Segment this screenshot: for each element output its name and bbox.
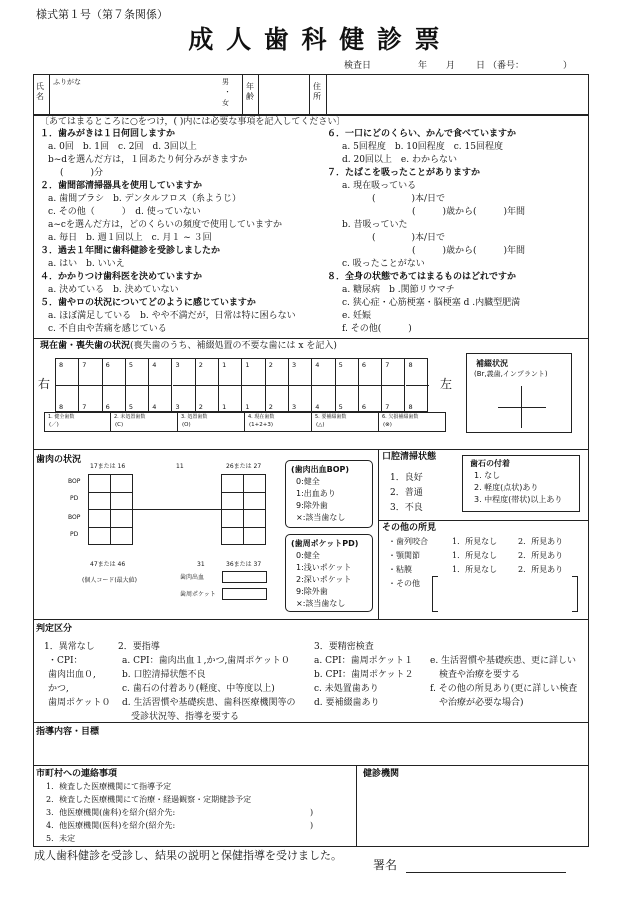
contact-item-4[interactable]: 4．他医療機関(医科)を紹介(紹介先: [46,821,176,830]
teeth-title: 現在歯・喪失歯の状況 [40,341,131,351]
upper-tooth-cell-12[interactable] [312,359,335,386]
tooth-number: 4 [152,402,157,411]
page-title: 成 人 歯 科 健 診 票 [188,25,442,54]
upper-tooth-cell-4[interactable] [126,359,149,386]
perio-cell-left-r1-c2[interactable] [110,474,133,493]
judge-c4-3: や治療が必要な場合) [430,698,524,708]
summary-cell-2[interactable] [111,412,178,432]
summary-label: 2. 未処置歯数 [114,414,146,420]
q8-line2[interactable]: c. 狭心症・心筋梗塞・脳梗塞 d .内臓型肥満 [342,298,521,308]
tooth-number: 8 [408,402,413,411]
judge-c3-1[interactable]: a. CPI：歯周ポケット１ [314,656,414,666]
pd-item-2: 2:深いポケット [296,575,352,584]
oral-item-good[interactable]: 1．良好 [390,473,423,483]
judge-c1-2: 歯肉出血０, [48,670,96,680]
pd-max-field[interactable] [222,588,267,600]
lower-tooth-cell-6[interactable] [173,386,196,413]
upper-tooth-cell-5[interactable] [149,359,172,386]
judge-c2-4[interactable]: d. 生活習慣や基礎疾患、歯科医療機関等の [122,698,296,708]
judge-c2-3[interactable]: c. 歯石の付着あり(軽度、中等度以上) [122,684,275,694]
summary-unit: (1+2+3) [249,422,274,428]
upper-tooth-cell-1[interactable] [56,359,79,386]
side-right: 右 [38,377,51,391]
occlusion-none[interactable]: 1．所見なし [452,537,498,546]
tooth-number: 8 [59,402,64,411]
tooth-number: 6 [361,402,367,411]
side-left: 左 [440,377,453,391]
judge-c2-5: 受診状況等、指導を要する [122,712,240,722]
pd-item-0: 0:健全 [296,551,320,560]
tooth-number: 8 [408,361,413,369]
q8-title: ８．全身の状態であてはまるものはどれですか [327,272,517,282]
perio-cell-right-r1-c2[interactable] [243,474,266,493]
pd-item-9: 9:除外歯 [296,587,328,596]
tmj-found[interactable]: 2．所見あり [518,551,564,560]
exam-day: 日 [476,61,486,71]
other-label-other: ・その他 [388,579,420,588]
instruction-text: 〔あてはまるところに○をつけ，( )内には必要な事項を記入してください〕 [40,117,346,127]
exam-month: 月 [446,61,456,71]
lower-tooth-cell-14[interactable] [359,386,382,413]
q4-options[interactable]: a. 決めている b. 決めていない [48,285,179,295]
calculus-item-3[interactable]: 3. 中程度(帯状)以上あり [474,495,563,504]
perio-cell-left-r3-c2[interactable] [110,509,133,528]
mucosa-found[interactable]: 2．所見あり [518,565,564,574]
perio-cell-left-r4-c1[interactable] [88,527,111,546]
summary-label: 6. 欠損補綴歯数 [382,414,419,420]
lower-tooth-cell-2[interactable] [79,386,102,413]
q1-title: １．歯みがきは１日何回しますか [40,129,176,139]
q7-line6[interactable]: ( )歳から( )年間 [412,246,526,256]
perio-bottom-label-3: 36または 37 [226,561,262,568]
q2-title: ２．歯間部清掃器具を使用していますか [40,181,203,191]
tooth-number: 4 [315,361,320,369]
pd-item-1: 1:浅いポケット [296,563,352,572]
judge-c3-0[interactable]: 3．要精密検査 [314,642,374,652]
other-label-tmj: ・顎関節 [388,551,420,560]
perio-cell-right-r3-c1[interactable] [221,509,244,528]
q7-line7[interactable]: c. 吸ったことがない [342,259,425,269]
pd-item-x: ×:該当歯なし [296,599,346,608]
furigana-label: ふりがな [53,78,81,86]
contact-title: 市町村への連絡事項 [36,769,118,779]
summary-label: 1. 健全歯数 [48,414,75,420]
judge-c2-2[interactable]: b. 口腔清掃状態不良 [122,670,206,680]
teeth-note: (喪失歯のうち、補綴処置の不要な歯には x を記入) [130,341,337,351]
lower-tooth-cell-13[interactable] [336,386,359,413]
perio-cell-right-r2-c2[interactable] [243,492,266,511]
calculus-item-2[interactable]: 2. 軽度(点状)あり [474,483,539,492]
summary-unit: (／) [49,422,59,428]
perio-title: 歯肉の状況 [36,455,82,465]
tooth-number: 5 [128,361,134,369]
summary-unit: (C) [115,422,124,428]
tooth-number: 5 [128,402,134,411]
oral-item-poor[interactable]: 3．不良 [390,503,423,513]
lower-tooth-cell-8[interactable] [219,386,242,413]
contact-item-1[interactable]: 1．検査した医療機関にて指導予定 [46,782,172,791]
tooth-number: 1 [245,361,250,369]
tooth-number: 7 [385,361,390,369]
name-field[interactable] [53,88,213,112]
summary-cell-1[interactable] [44,412,111,432]
bop-legend-title: (歯肉出血BOP) [291,465,350,474]
perio-cell-right-r3-c2[interactable] [243,509,266,528]
guidance-field[interactable] [36,740,584,762]
q5-line1[interactable]: a. ほぼ満足している b. やや不満だが，日常は特に困らない [48,311,296,321]
q5-title: ５．歯やロの状況についてどのように感じていますか [40,298,256,308]
lower-tooth-cell-16[interactable] [406,386,429,413]
tooth-number: 2 [268,402,273,411]
lower-tooth-cell-10[interactable] [266,386,289,413]
form-number: 様式第１号（第７条関係） [36,8,168,21]
bop-item-0: 0:健全 [296,477,320,486]
facility-title: 健診機関 [363,769,400,779]
prosthesis-sub: (Br,義歯,インプラント) [474,370,548,378]
judge-c4-0[interactable]: e. 生活習慣や基礎疾患、更に詳しい [430,656,577,666]
q7-line5[interactable]: ( )本/日で [372,233,446,243]
oral-item-normal[interactable]: 2．普通 [390,488,423,498]
q3-options[interactable]: a. はい b. いいえ [48,259,125,269]
perio-cell-right-r4-c2[interactable] [243,527,266,546]
q7-line1[interactable]: a. 現在吸っている [342,181,417,191]
judge-c2-0[interactable]: 2．要指導 [118,642,160,652]
upper-tooth-cell-7[interactable] [196,359,219,386]
q4-title: ４．かかりつけ歯科医を決めていますか [40,272,203,282]
upper-tooth-cell-15[interactable] [382,359,405,386]
facility-field[interactable] [362,784,584,842]
name-label: 氏名 [36,82,44,101]
tooth-number: 2 [198,361,203,369]
mucosa-none[interactable]: 1．所見なし [452,565,498,574]
bracket-right [572,576,578,612]
perio-bottom-label-1: 47または 46 [90,561,126,568]
bop-max-field[interactable] [222,571,267,583]
judge-c3-2[interactable]: b. CPI：歯周ポケット２ [314,670,414,680]
lower-tooth-cell-5[interactable] [149,386,172,413]
lower-tooth-cell-3[interactable] [103,386,126,413]
judge-c1-0[interactable]: 1．異常なし [44,642,95,652]
tooth-number: 1 [222,402,227,411]
occlusion-found[interactable]: 2．所見あり [518,537,564,546]
lower-tooth-cell-1[interactable] [56,386,79,413]
exam-date-label: 検査日 [344,61,372,71]
summary-unit: (△) [316,422,325,428]
judge-title: 判定区分 [36,624,73,634]
perio-bottom-label-2: 31 [197,561,205,568]
other-label-occlusion: ・歯列咬合 [388,537,428,546]
contact-item-2[interactable]: 2．検査した医療機関にて治療・経過観察・定期健診予定 [46,795,252,804]
tooth-number: 3 [175,402,180,411]
tooth-number: 1 [245,402,250,411]
perio-top-label-2: 11 [176,463,184,470]
q8-line3[interactable]: e. 妊娠 [342,311,372,321]
bop-item-x: ×:該当歯なし [296,513,346,522]
q7-title: ７．たばこを吸ったことがありますか [327,168,481,178]
signature-field[interactable] [406,856,566,872]
q6-line2[interactable]: d. 20回以上 e. わからない [342,155,457,165]
tooth-number: 6 [361,361,367,369]
row-label-bop-2: BOP [68,514,81,521]
pd-row-label: 歯周ポケット [180,591,216,598]
q7-line2[interactable]: ( )本/日で [372,194,446,204]
perio-cell-left-r1-c1[interactable] [88,474,111,493]
summary-cell-3[interactable] [178,412,245,432]
contact-item-3[interactable]: 3．他医療機関(歯科)を紹介(紹介先: [46,808,176,817]
upper-tooth-cell-6[interactable] [173,359,196,386]
calculus-item-1[interactable]: 1. なし [474,471,501,480]
upper-tooth-cell-3[interactable] [103,359,126,386]
number-label: （番号： [488,61,525,71]
tooth-number: 3 [292,402,297,411]
perio-cell-right-r2-c1[interactable] [221,492,244,511]
summary-label: 4. 現在歯数 [248,414,275,420]
q2-line2[interactable]: c. その他（ ） d. 使っていない [48,207,201,217]
perio-cell-left-r3-c1[interactable] [88,509,111,528]
summary-unit: (⊗) [383,422,392,428]
tooth-number: 2 [198,402,203,411]
perio-top-label-1: 17または 16 [90,463,126,470]
q2-line3: a~cを選んだ方は，どのくらいの頻度で使用していますか [48,220,282,230]
tooth-number: 6 [105,402,110,411]
upper-tooth-cell-2[interactable] [79,359,102,386]
judge-c3-4[interactable]: d. 要補綴歯あり [314,698,380,708]
perio-cell-right-r4-c1[interactable] [221,527,244,546]
other-findings-field[interactable] [440,578,570,610]
perio-top-label-3: 26または 27 [226,463,262,470]
tooth-number: 8 [59,361,64,369]
oral-title: 口腔清掃状態 [382,452,437,462]
perio-cell-right-r1-c1[interactable] [221,474,244,493]
q8-line1[interactable]: a. 糖尿病 b .関節リウマチ [342,285,455,295]
upper-tooth-cell-8[interactable] [219,359,242,386]
q5-line2[interactable]: c. 不自由や苦痛を感じている [48,324,167,334]
tooth-number: 4 [152,361,157,369]
tooth-number: 1 [222,361,227,369]
contact-item-5[interactable]: 5．未定 [46,834,76,843]
consent-statement: 成人歯科健診を受診し、結果の説明と保健指導を受けました。 [34,849,342,862]
gender-dot: ・ [224,88,231,96]
q1-minutes-field[interactable]: ( )分 [60,168,104,178]
lower-tooth-cell-11[interactable] [289,386,312,413]
row-label-pd-2: PD [70,531,79,538]
pd-legend-title: (歯周ポケットPD) [291,539,359,548]
upper-tooth-cell-9[interactable] [242,359,265,386]
judge-c4-1: 検査や治療を要する [430,670,521,680]
other-title: その他の所見 [382,523,437,533]
tooth-number: 4 [315,402,320,411]
summary-label: 3. 処置歯数 [181,414,208,420]
q1-sub: b~dを選んだ方は，１回あたり何分みがきますか [48,155,248,165]
prosthesis-title: 補綴状況 [476,359,508,368]
q2-line1[interactable]: a. 歯間ブラシ b. デンタルフロス（糸ようじ） [48,194,242,204]
q6-line1[interactable]: a. 5回程度 b. 10回程度 c. 15回程度 [342,142,503,152]
tooth-number: 3 [175,361,180,369]
summary-cell-6[interactable] [379,412,446,432]
bop-item-9: 9:除外歯 [296,501,328,510]
tooth-number: 5 [338,402,343,411]
tooth-number: 5 [338,361,343,369]
tmj-none[interactable]: 1．所見なし [452,551,498,560]
other-label-mucosa: ・粘膜 [388,565,412,574]
judge-c1-3: かつ, [48,684,69,694]
number-close: ） [563,61,573,71]
upper-tooth-cell-10[interactable] [266,359,289,386]
lower-tooth-cell-9[interactable] [242,386,265,413]
age-field[interactable] [260,76,306,113]
contact-item-3-close: ) [310,808,314,817]
address-label: 住所 [313,82,321,101]
age-label: 年齢 [246,82,254,101]
perio-cell-left-r2-c1[interactable] [88,492,111,511]
judge-c2-1[interactable]: a. CPI：歯肉出血１,かつ,歯周ポケット０ [122,656,290,666]
tooth-number: 3 [292,361,297,369]
tooth-number: 7 [82,402,87,411]
tooth-number: 6 [105,361,110,369]
judge-c4-2[interactable]: f. その他の所見あり(更に詳しい検査 [430,684,578,694]
personal-code-label: (個人コード(最大値) [82,577,138,584]
address-field[interactable] [328,76,586,113]
perio-connector-right [221,474,222,545]
teeth-title-wrap [40,341,337,352]
row-label-pd-1: PD [70,495,79,502]
lower-tooth-cell-7[interactable] [196,386,219,413]
row-label-bop-1: BOP [68,478,81,485]
calculus-title: 歯石の付着 [470,459,510,468]
upper-tooth-cell-16[interactable] [406,359,429,386]
signature-label: 署名 [373,858,398,872]
bop-item-1: 1:出血あり [296,489,336,498]
tooth-number: 2 [268,361,273,369]
gender-male[interactable]: 男 [222,78,229,86]
q7-line4[interactable]: b. 昔吸っていた [342,220,408,230]
bracket-left [432,576,438,612]
summary-cell-5[interactable] [312,412,379,432]
upper-tooth-cell-11[interactable] [289,359,312,386]
tooth-number: 7 [82,361,87,369]
guidance-title: 指導内容・目標 [36,727,100,737]
q6-title: ６．一口にどのくらい、かんで食べていますか [327,129,517,139]
gender-female[interactable]: 女 [222,99,229,107]
q3-title: ３．過去１年間に歯科健診を受診しましたか [40,246,221,256]
judge-c1-1: ・CPI： [48,656,83,666]
summary-unit: (O) [182,422,191,428]
tooth-number: 7 [385,402,390,411]
perio-cell-left-r4-c2[interactable] [110,527,133,546]
q7-line3[interactable]: ( )歳から( )年間 [412,207,526,217]
exam-year: 年 [418,61,428,71]
upper-tooth-cell-14[interactable] [359,359,382,386]
q8-line4[interactable]: f. その他( ) [342,324,412,334]
bop-row-label: 歯肉出血 [180,574,205,581]
judge-c1-4: 歯周ポケット０ [48,698,111,708]
summary-cell-4[interactable] [245,412,312,432]
upper-tooth-cell-13[interactable] [336,359,359,386]
contact-item-4-close: ) [310,821,314,830]
lower-tooth-cell-12[interactable] [312,386,335,413]
q1-options[interactable]: a. 0回 b. 1回 c. 2回 d. 3回以上 [48,142,197,152]
summary-label: 5. 要補綴歯数 [315,414,347,420]
lower-tooth-cell-15[interactable] [382,386,405,413]
perio-connector-mid [132,509,221,510]
lower-tooth-cell-4[interactable] [126,386,149,413]
judge-c3-3[interactable]: c. 未処置歯あり [314,684,379,694]
q2-line4[interactable]: a. 毎日 b. 週１回以上 c. 月１ ~ ３回 [48,233,212,243]
perio-cell-left-r2-c2[interactable] [110,492,133,511]
